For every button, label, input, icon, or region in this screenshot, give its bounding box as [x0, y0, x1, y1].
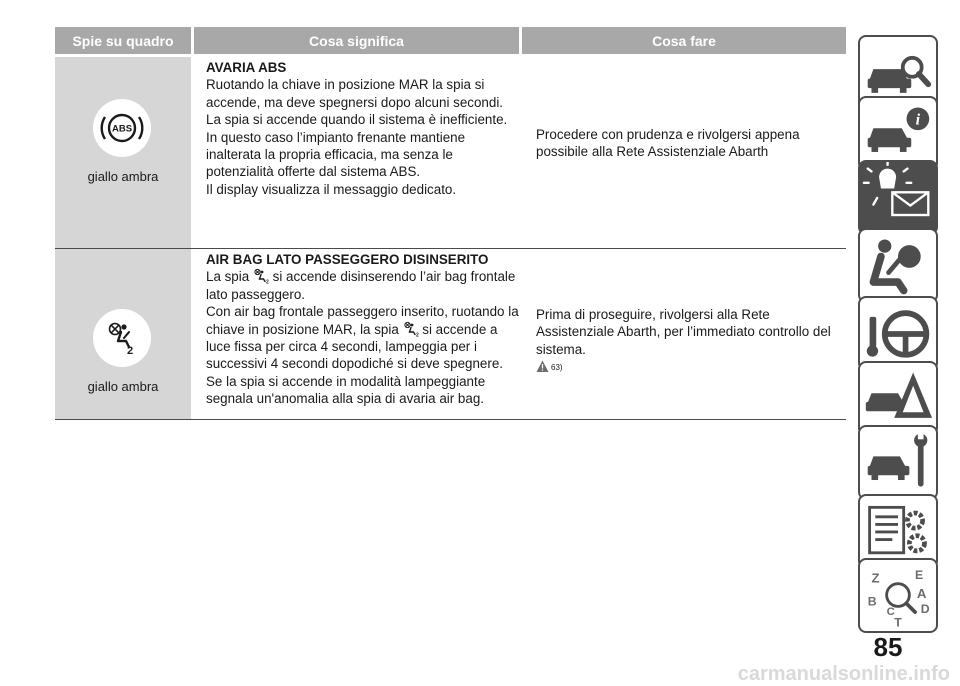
- table-row: [55, 57, 846, 249]
- car-warning-triangle-icon: [860, 363, 936, 434]
- tab-warning-lights[interactable]: [858, 160, 938, 235]
- airbag-lamp-number: 2: [126, 345, 134, 357]
- action-cell: Procedere con prudenza e rivolgersi appena possibile alla Rete Assistenziale Abarth: [536, 127, 800, 160]
- action-text: Prima di proseguire, rivolgersi alla Rete Assistenziale Abarth, per l’immediato controllo del sistema.: [536, 307, 831, 357]
- action-cell: [536, 306, 848, 373]
- seat-airbag-icon: [860, 230, 936, 301]
- header-meaning: Cosa significa: [194, 27, 519, 54]
- warning-lights-message-icon: [860, 162, 936, 233]
- passenger-airbag-off-icon: [93, 309, 151, 367]
- car-info-icon: [860, 98, 936, 169]
- svg-text:D: D: [920, 602, 930, 617]
- header-lights: Spie su quadro: [55, 27, 191, 54]
- tab-maintenance[interactable]: [858, 425, 938, 500]
- svg-text:Z: Z: [871, 570, 880, 586]
- meaning-cell: [206, 59, 521, 198]
- tab-seat-airbag[interactable]: [858, 228, 938, 303]
- abs-label: ABS: [111, 123, 133, 135]
- svg-text:C: C: [886, 605, 895, 618]
- svg-text:E: E: [915, 567, 924, 582]
- passenger-airbag-off-icon: [253, 268, 269, 284]
- table-row: [55, 249, 846, 420]
- row-title: AIR BAG LATO PASSEGGERO DISINSERITO: [206, 252, 489, 267]
- page-number: 85: [873, 632, 903, 662]
- header-action: Cosa fare: [522, 27, 846, 54]
- lamp-colour: giallo ambra: [87, 169, 159, 184]
- warning-ref-number: 63): [551, 363, 563, 373]
- meaning-text: [206, 268, 521, 407]
- meaning-text-part: si accende a luce fissa per circa 4 secondi, lampeggia per i successivi 4 secondi dopodiché si deve spegnere. Se la spia si accende in modalità lampeggiante segnala un'anomalia alla spia di avaria air bag.: [206, 321, 504, 407]
- meaning-text-part: si accende disinserendo l’air bag frontale lato passeggero. Con air bag frontale passeggero inserito, ruotando la chiave in posizione MAR, la spia: [206, 269, 519, 337]
- list-gears-icon: [860, 496, 936, 567]
- passenger-airbag-off-icon: [403, 321, 419, 337]
- row-title: AVARIA ABS: [206, 60, 287, 75]
- tab-steering-wheel[interactable]: [858, 296, 938, 371]
- lamp-colour: giallo ambra: [87, 379, 159, 394]
- svg-text:B: B: [867, 594, 877, 609]
- lamp-cell: [55, 57, 191, 248]
- tab-index[interactable]: [858, 558, 938, 633]
- meaning-text-part: La spia: [206, 269, 250, 285]
- car-wrench-icon: [860, 427, 936, 498]
- svg-text:2: 2: [415, 332, 419, 337]
- svg-text:i: i: [915, 111, 921, 129]
- svg-text:A: A: [916, 585, 927, 601]
- steering-wheel-key-icon: [860, 298, 936, 369]
- abs-warning-icon: [93, 99, 151, 157]
- warning-reference: [536, 360, 848, 373]
- warning-triangle-icon: [536, 360, 549, 373]
- svg-text:T: T: [894, 615, 902, 630]
- watermark: carmanualsonline.info: [737, 663, 950, 685]
- svg-text:2: 2: [265, 279, 269, 285]
- meaning-text: Ruotando la chiave in posizione MAR la spia si accende, ma deve spegnersi dopo alcuni secondi. La spia si accende quando il sistema è inefficiente. In questo caso l’impianto frenante mantiene inalterata la propria efficacia, ma senza le potenzialità offerte dal sistema ABS. Il display visualizza il messaggio dedicato.: [206, 77, 508, 197]
- meaning-cell: [206, 251, 521, 408]
- lamp-cell: [55, 249, 191, 419]
- alphabet-index-icon: [860, 560, 936, 631]
